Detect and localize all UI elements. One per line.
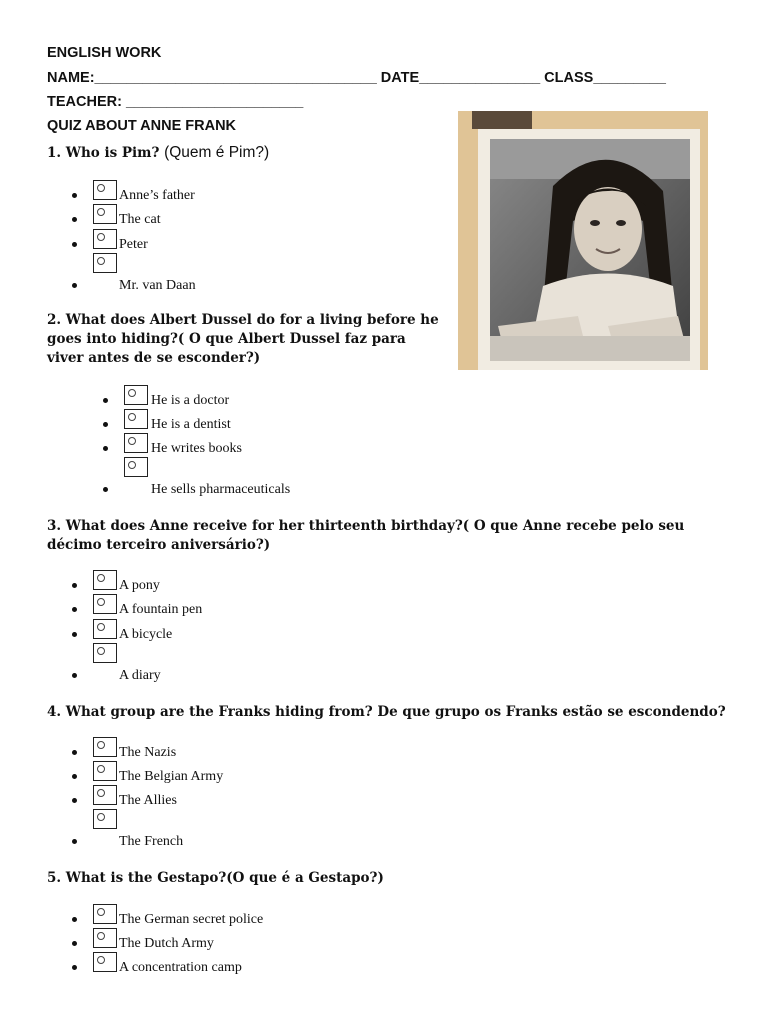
question-1 [47,143,447,163]
q2-option-b-radio[interactable] [124,409,148,429]
question-3: 3. What does Anne receive for her thirteenth birthday?( O que Anne recebe pelo seu décimo terceiro aniversário?) [47,518,685,553]
q2-option-b-label: He is a dentist [151,417,231,432]
q2-option-d-label: He sells pharmaceuticals [151,482,291,497]
question-4: 4. What group are the Franks hiding from? De que grupo os Franks estão se escondendo? [47,704,726,720]
q3-option-c-radio[interactable] [93,619,117,639]
q5-option-c-label: A concentration camp [119,960,242,975]
q4-option-c-label: The Allies [119,793,177,808]
question-1-translation: (Quem é Pim?) [164,144,270,161]
q2-option-c-label: He writes books [151,441,242,456]
q3-option-b-radio[interactable] [93,594,117,614]
quiz-title: QUIZ ABOUT ANNE FRANK [47,118,237,134]
q1-option-a-label: Anne’s father [119,188,195,203]
q4-option-c-radio[interactable] [93,785,117,805]
question-1-text: 1. Who is Pim? [47,145,160,161]
q4-option-b-radio[interactable] [93,761,117,781]
q1-option-b-radio[interactable] [93,204,117,224]
question-5: 5. What is the Gestapo?(O que é a Gestapo?) [47,870,384,886]
q2-option-a-radio[interactable] [124,385,148,405]
q4-option-b-label: The Belgian Army [119,769,224,784]
q3-option-c-label: A bicycle [119,627,173,642]
q3-option-d-label: A diary [119,668,161,683]
q3-option-d-radio[interactable] [93,643,117,663]
q5-option-b-radio[interactable] [93,928,117,948]
q5-option-a-radio[interactable] [93,904,117,924]
q2-option-a-label: He is a doctor [151,393,230,408]
q5-option-a-label: The German secret police [119,912,264,927]
q4-option-d-radio[interactable] [93,809,117,829]
q3-option-b-label: A fountain pen [119,602,203,617]
q2-option-c-radio[interactable] [124,433,148,453]
q1-option-d-radio[interactable] [93,253,117,273]
q3-option-a-label: A pony [119,578,160,593]
anne-frank-photo [458,111,708,370]
worksheet-title: ENGLISH WORK [47,45,162,61]
q4-option-d-label: The French [119,834,184,849]
q1-option-c-label: Peter [119,237,148,252]
q5-option-c-radio[interactable] [93,952,117,972]
q4-option-a-radio[interactable] [93,737,117,757]
q4-option-a-label: The Nazis [119,745,177,760]
q1-option-d-label: Mr. van Daan [119,278,196,293]
q2-option-d-radio[interactable] [124,457,148,477]
photo-illustration [458,111,708,370]
q3-option-a-radio[interactable] [93,570,117,590]
teacher-line: TEACHER: ______________________ [47,94,304,110]
q5-option-b-label: The Dutch Army [119,936,214,951]
name-date-class-line: NAME:___________________________________ DATE_______________ CLASS_________ [47,70,666,86]
q1-option-b-label: The cat [119,212,161,227]
q1-option-a-radio[interactable] [93,180,117,200]
q1-option-c-radio[interactable] [93,229,117,249]
question-2: 2. What does Albert Dussel do for a living before he goes into hiding?( O que Albert Dussel faz para viver antes de se esconder?) [47,312,439,366]
